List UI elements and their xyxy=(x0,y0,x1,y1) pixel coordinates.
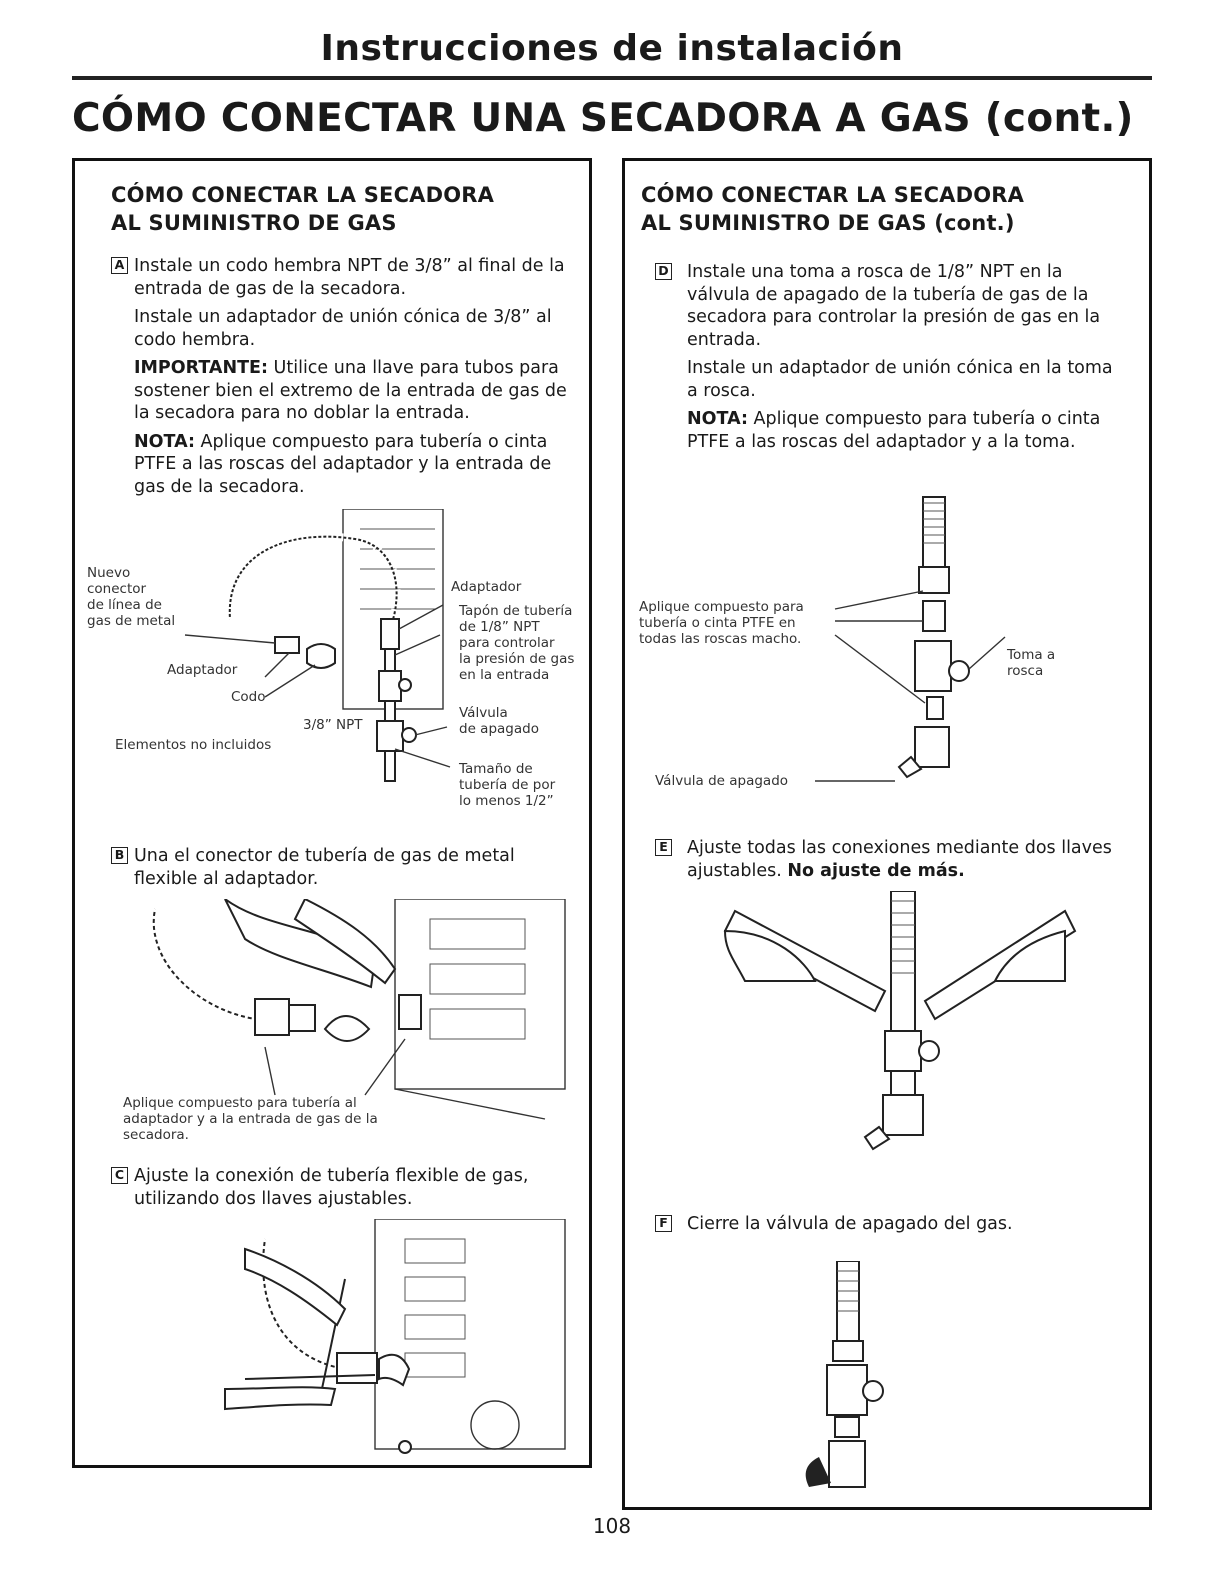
step-a-important xyxy=(134,357,581,425)
two-wrenches-illustration xyxy=(625,891,1149,1181)
step-d-note-text: Aplique compuesto para tubería o cinta PTFE a las roscas del adaptador y a la toma. xyxy=(687,409,1101,452)
right-panel-title-line2: AL SUMINISTRO DE GAS (cont.) xyxy=(641,211,1015,235)
figure-c-wrenches xyxy=(75,1219,589,1463)
caption-adaptador-right: Adaptador xyxy=(451,579,522,595)
figure-a-gas-connection-diagram xyxy=(75,509,589,839)
step-d-text-2: Instale un adaptador de unión cónica en la toma a rosca. xyxy=(687,358,1113,401)
page-number: 108 xyxy=(592,1514,632,1538)
figure-f-closed-valve xyxy=(625,1261,1149,1501)
threaded-tap-illustration xyxy=(625,491,1149,821)
step-b-text: Una el conector de tubería de gas de metal flexible al adaptador. xyxy=(134,846,515,889)
caption-aplique-1: Aplique compuesto para xyxy=(639,599,804,615)
wrench-illustration xyxy=(75,1219,589,1463)
right-panel-title-line1: CÓMO CONECTAR LA SECADORA xyxy=(641,183,1025,207)
step-a-note-text: Aplique compuesto para tubería o cinta PTFE a las roscas del adaptador y la entrada de gas de la secadora. xyxy=(134,431,552,497)
step-d-letter: D xyxy=(655,263,672,280)
caption-tapon-5: en la entrada xyxy=(459,667,550,683)
step-e-text: Ajuste todas las conexiones mediante dos llaves ajustables. xyxy=(687,838,1112,881)
step-d xyxy=(655,261,1125,459)
caption-conector: conector xyxy=(87,581,147,597)
caption-toma-1: Toma a xyxy=(1007,647,1056,663)
caption-de-linea: de línea de xyxy=(87,597,162,613)
caption-tapon-3: para controlar xyxy=(459,635,555,651)
step-e-paragraph xyxy=(687,837,1125,882)
step-a-important-label: IMPORTANTE: xyxy=(134,358,268,378)
step-d-text-1: Instale una toma a rosca de 1/8” NPT en la válvula de apagado de la tubería de gas de la secadora para controlar la presión de gas en la entrada. xyxy=(687,262,1101,350)
step-a-text-2: Instale un adaptador de unión cónica de 3/8” al codo hembra. xyxy=(134,307,552,350)
step-c xyxy=(111,1165,581,1216)
caption-tamano-2: tubería de por xyxy=(459,777,556,793)
caption-valvula-1: Válvula xyxy=(459,705,508,721)
caption-tapon-2: de 1/8” NPT xyxy=(459,619,540,635)
caption-valvula-apagado: Válvula de apagado xyxy=(655,773,789,789)
caption-valvula-2: de apagado xyxy=(459,721,539,737)
step-c-letter: C xyxy=(111,1167,128,1184)
caption-tapon-4: la presión de gas xyxy=(459,651,575,667)
caption-codo: Codo xyxy=(231,689,266,705)
step-d-note-label: NOTA: xyxy=(687,409,748,429)
right-panel-title xyxy=(641,181,1024,237)
figure-d-threaded-tap xyxy=(625,491,1149,821)
caption-b-2: adaptador y a la entrada de gas de la xyxy=(123,1111,378,1127)
step-d-note xyxy=(687,408,1125,453)
caption-aplique-2: tubería o cinta PTFE en xyxy=(639,615,796,631)
caption-aplique-3: todas las roscas macho. xyxy=(639,631,802,647)
left-panel-title-line1: CÓMO CONECTAR LA SECADORA xyxy=(111,183,495,207)
step-a-text-1: Instale un codo hembra NPT de 3/8” al final de la entrada de gas de la secadora. xyxy=(134,256,565,299)
step-e xyxy=(655,837,1125,888)
left-panel-title-line2: AL SUMINISTRO DE GAS xyxy=(111,211,397,235)
figure-b-hose-connection xyxy=(75,899,589,1159)
caption-b-3: secadora. xyxy=(123,1127,189,1143)
caption-tamano-3: lo menos 1/2” xyxy=(459,793,554,809)
caption-elementos-no-incluidos: Elementos no incluidos xyxy=(115,737,272,753)
caption-tapon-1: Tapón de tubería xyxy=(459,603,573,619)
figure-e-two-wrenches xyxy=(625,891,1149,1181)
step-a-letter: A xyxy=(111,257,128,274)
left-panel xyxy=(72,158,592,1468)
step-a-note xyxy=(134,431,581,499)
step-f-letter: F xyxy=(655,1215,672,1232)
caption-nuevo: Nuevo xyxy=(87,565,131,581)
right-panel xyxy=(622,158,1152,1510)
step-f-text: Cierre la válvula de apagado del gas. xyxy=(687,1214,1013,1234)
caption-b-1: Aplique compuesto para tubería al xyxy=(123,1095,357,1111)
left-panel-title xyxy=(111,181,494,237)
caption-tamano-1: Tamaño de xyxy=(459,761,533,777)
page-header-title: Instrucciones de instalación xyxy=(320,28,904,69)
step-e-bold: No ajuste de más. xyxy=(787,860,965,881)
step-f xyxy=(655,1213,1125,1242)
caption-toma-2: rosca xyxy=(1007,663,1044,679)
closed-valve-illustration xyxy=(625,1261,1149,1501)
caption-npt: 3/8” NPT xyxy=(303,717,363,733)
step-e-letter: E xyxy=(655,839,672,856)
caption-adaptador-left: Adaptador xyxy=(167,662,238,678)
step-b xyxy=(111,845,551,896)
step-c-text: Ajuste la conexión de tubería flexible de gas, utilizando dos llaves ajustables. xyxy=(134,1166,529,1209)
caption-gas-metal: gas de metal xyxy=(87,613,176,629)
step-a xyxy=(111,255,581,504)
step-b-letter: B xyxy=(111,847,128,864)
step-a-note-label: NOTA: xyxy=(134,431,195,452)
header-rule xyxy=(72,76,1152,80)
step-a-important-text: Utilice una llave para tubos para sostener bien el extremo de la entrada de gas de la secadora para no doblar la entrada. xyxy=(134,358,567,423)
section-title: CÓMO CONECTAR UNA SECADORA A GAS (cont.) xyxy=(72,96,1134,141)
